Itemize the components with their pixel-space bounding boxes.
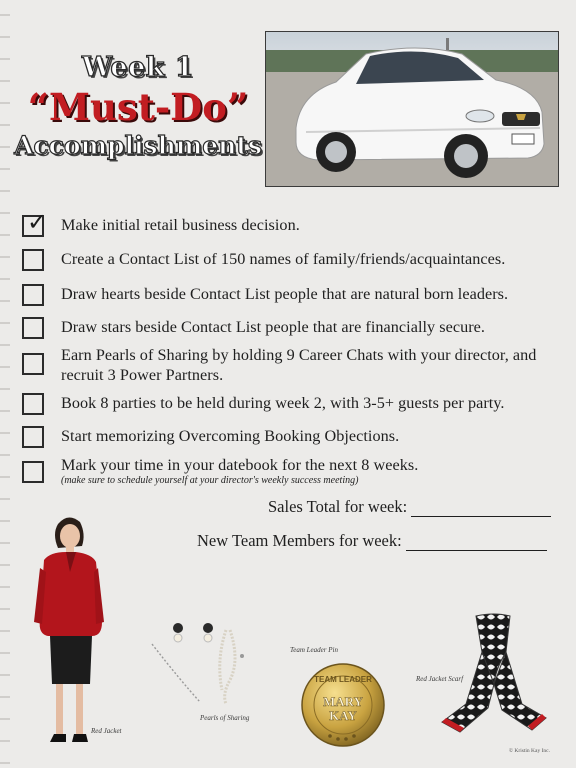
checklist-item [22, 345, 562, 385]
sales-total-row [268, 497, 551, 517]
team-leader-pin-image [300, 662, 386, 748]
checklist-item-text: Draw hearts beside Contact List people that are natural born leaders. [61, 285, 509, 303]
team-members-label: New Team Members for week: [197, 531, 402, 550]
title-accomplishments: Accomplishments [14, 131, 262, 160]
checklist-item [22, 455, 562, 486]
title-week: Week 1 [81, 52, 195, 83]
spiral-binding-edge [0, 0, 10, 768]
checkmark-icon: ✓ [27, 208, 48, 236]
checklist-item [22, 317, 562, 339]
checklist-item-text: Draw stars beside Contact List people that are financially secure. [61, 318, 486, 336]
scarf-caption: Red Jacket Scarf [416, 675, 464, 683]
page-title [12, 52, 264, 160]
copyright-text: © Kristin Kay Inc. [508, 748, 550, 754]
car-photo [265, 31, 559, 187]
checklist-item [22, 208, 562, 237]
checklist-item-text: Start memorizing Overcoming Booking Objections. [61, 427, 400, 445]
pearls-caption: Pearls of Sharing [200, 714, 250, 722]
checklist-item [22, 249, 562, 271]
checklist-item-note: (make sure to schedule yourself at your director's weekly success meeting) [61, 475, 359, 486]
team-members-row [197, 531, 547, 551]
pin-text-kay: KAY [329, 708, 357, 723]
car-illustration [266, 32, 559, 187]
checklist-item-text: Mark your time in your datebook for the next 8 weeks. [61, 456, 419, 474]
team-members-field[interactable] [406, 535, 547, 551]
checkbox[interactable] [22, 426, 44, 448]
checkbox[interactable] [22, 317, 44, 339]
title-must-do: “Must-Do” [27, 85, 249, 129]
checklist-item [22, 284, 562, 306]
sales-total-field[interactable] [411, 501, 551, 517]
checkbox[interactable] [22, 208, 48, 237]
checkbox[interactable] [22, 353, 44, 375]
checklist-item [22, 426, 562, 448]
red-jacket-scarf-image [436, 612, 552, 738]
checkbox[interactable] [22, 461, 44, 483]
pin-caption: Team Leader Pin [290, 646, 338, 654]
sales-total-label: Sales Total for week: [268, 497, 408, 516]
checklist-item [22, 393, 562, 415]
pin-text-top: TEAM LEADER [314, 675, 372, 684]
checkbox[interactable] [22, 249, 44, 271]
checklist-item-text: Book 8 parties to be held during week 2, with 3-5+ guests per party. [61, 394, 505, 412]
checklist-item-text: Earn Pearls of Sharing by holding 9 Career Chats with your director, and recruit 3 Power Partners. [61, 346, 537, 384]
checkbox[interactable] [22, 284, 44, 306]
checkbox[interactable] [22, 393, 44, 415]
checklist-item-text: Create a Contact List of 150 names of family/friends/acquaintances. [61, 250, 506, 268]
red-jacket-caption: Red Jacket [91, 727, 122, 735]
red-jacket-model-image [30, 512, 110, 750]
pearls-image [150, 620, 250, 712]
checklist-item-text: Make initial retail business decision. [61, 216, 300, 234]
pin-text-mary: MARY [323, 694, 363, 709]
